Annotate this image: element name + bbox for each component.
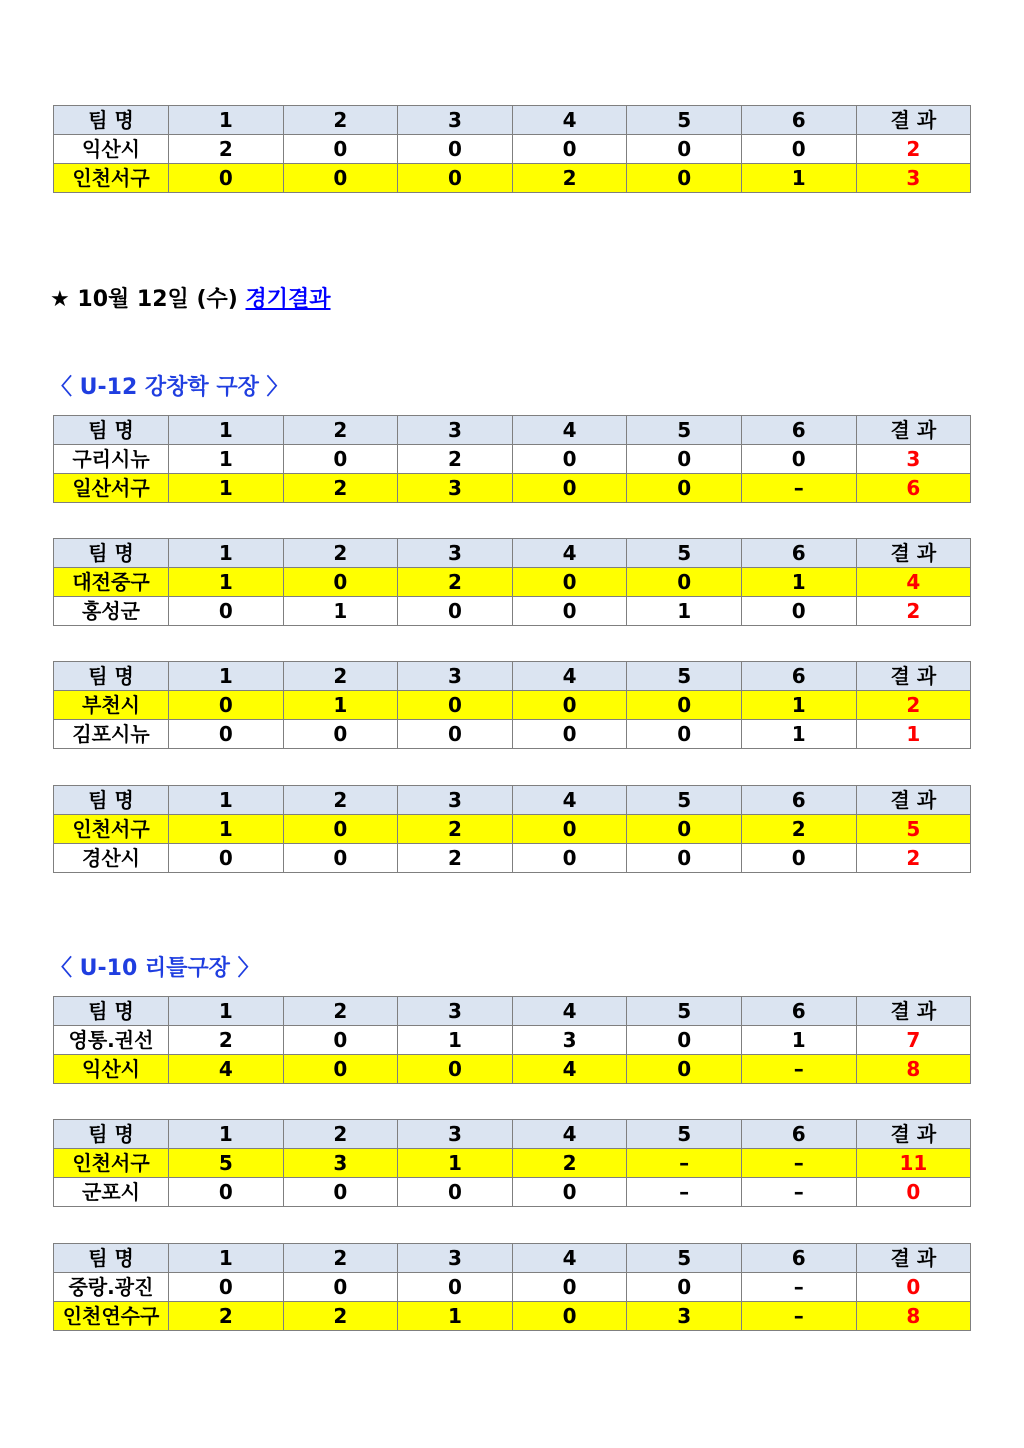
inning-score: 0 — [283, 844, 398, 873]
inning-score: 0 — [283, 568, 398, 597]
inning-score: 2 — [512, 164, 627, 193]
inning-score: 2 — [169, 135, 284, 164]
inning-score: – — [741, 1273, 856, 1302]
header-inning-6: 6 — [741, 662, 856, 691]
result-score: 11 — [856, 1149, 971, 1178]
inning-score: 0 — [169, 844, 284, 873]
header-inning-6: 6 — [741, 997, 856, 1026]
table-header-row — [54, 997, 971, 1026]
header-inning-6: 6 — [741, 539, 856, 568]
inning-score: – — [627, 1149, 742, 1178]
venue-heading-u10: 〈 U-10 리틀구장 〉 — [50, 956, 260, 981]
team-name: 익산시 — [54, 1055, 169, 1084]
result-score: 5 — [856, 815, 971, 844]
table-row — [54, 445, 971, 474]
header-result: 결 과 — [856, 786, 971, 815]
inning-score: 0 — [398, 1178, 513, 1207]
header-inning-1: 1 — [169, 997, 284, 1026]
inning-score: 0 — [627, 568, 742, 597]
inning-score: 0 — [512, 1302, 627, 1331]
inning-score: 0 — [169, 164, 284, 193]
inning-score: 0 — [741, 597, 856, 626]
header-inning-2: 2 — [283, 416, 398, 445]
table-row — [54, 474, 971, 503]
inning-score: 0 — [283, 815, 398, 844]
header-team: 팀 명 — [54, 539, 169, 568]
inning-score: 0 — [283, 445, 398, 474]
inning-score: 5 — [169, 1149, 284, 1178]
score-table — [53, 415, 971, 503]
team-name: 인천서구 — [54, 164, 169, 193]
header-inning-5: 5 — [627, 997, 742, 1026]
header-inning-3: 3 — [398, 997, 513, 1026]
inning-score: 1 — [169, 474, 284, 503]
inning-score: 1 — [741, 1026, 856, 1055]
header-team: 팀 명 — [54, 786, 169, 815]
header-inning-4: 4 — [512, 1120, 627, 1149]
header-inning-2: 2 — [283, 106, 398, 135]
header-inning-2: 2 — [283, 786, 398, 815]
header-inning-6: 6 — [741, 1244, 856, 1273]
team-name: 경산시 — [54, 844, 169, 873]
header-team: 팀 명 — [54, 1120, 169, 1149]
inning-score: 0 — [398, 1273, 513, 1302]
team-name: 중랑.광진 — [54, 1273, 169, 1302]
inning-score: 0 — [741, 844, 856, 873]
inning-score: 1 — [627, 597, 742, 626]
inning-score: 0 — [169, 1178, 284, 1207]
header-inning-3: 3 — [398, 1244, 513, 1273]
inning-score: 1 — [169, 445, 284, 474]
header-inning-5: 5 — [627, 539, 742, 568]
result-score: 2 — [856, 597, 971, 626]
inning-score: 2 — [283, 474, 398, 503]
header-inning-6: 6 — [741, 416, 856, 445]
header-inning-5: 5 — [627, 416, 742, 445]
date-heading — [50, 286, 331, 314]
inning-score: 3 — [512, 1026, 627, 1055]
team-name: 인천연수구 — [54, 1302, 169, 1331]
inning-score: 0 — [283, 720, 398, 749]
header-inning-3: 3 — [398, 786, 513, 815]
result-score: 4 — [856, 568, 971, 597]
table-row — [54, 597, 971, 626]
score-table — [53, 785, 971, 873]
header-inning-3: 3 — [398, 106, 513, 135]
header-result: 결 과 — [856, 539, 971, 568]
header-inning-6: 6 — [741, 786, 856, 815]
inning-score: 2 — [741, 815, 856, 844]
inning-score: 3 — [398, 474, 513, 503]
header-inning-3: 3 — [398, 416, 513, 445]
score-table — [53, 1243, 971, 1331]
inning-score: 3 — [283, 1149, 398, 1178]
header-inning-1: 1 — [169, 1244, 284, 1273]
inning-score: 2 — [512, 1149, 627, 1178]
header-inning-4: 4 — [512, 416, 627, 445]
inning-score: 4 — [512, 1055, 627, 1084]
table-row — [54, 164, 971, 193]
inning-score: – — [741, 474, 856, 503]
inning-score: 1 — [169, 568, 284, 597]
inning-score: 0 — [627, 1273, 742, 1302]
header-inning-2: 2 — [283, 539, 398, 568]
result-score: 1 — [856, 720, 971, 749]
inning-score: 0 — [398, 597, 513, 626]
header-inning-2: 2 — [283, 1120, 398, 1149]
inning-score: 0 — [512, 1178, 627, 1207]
inning-score: 1 — [741, 720, 856, 749]
inning-score: 0 — [283, 1026, 398, 1055]
header-team: 팀 명 — [54, 106, 169, 135]
inning-score: 1 — [398, 1026, 513, 1055]
inning-score: 2 — [398, 445, 513, 474]
inning-score: 0 — [169, 1273, 284, 1302]
inning-score: 1 — [169, 815, 284, 844]
inning-score: 0 — [283, 1273, 398, 1302]
header-inning-4: 4 — [512, 786, 627, 815]
header-inning-1: 1 — [169, 106, 284, 135]
header-result: 결 과 — [856, 997, 971, 1026]
inning-score: 0 — [512, 844, 627, 873]
team-name: 영통.권선 — [54, 1026, 169, 1055]
inning-score: 0 — [398, 691, 513, 720]
inning-score: 0 — [512, 597, 627, 626]
header-inning-3: 3 — [398, 539, 513, 568]
venue-heading-u12: 〈 U-12 강창학 구장 〉 — [50, 375, 289, 400]
inning-score: 0 — [627, 844, 742, 873]
header-result: 결 과 — [856, 662, 971, 691]
result-score: 8 — [856, 1055, 971, 1084]
table-row — [54, 1273, 971, 1302]
team-name: 군포시 — [54, 1178, 169, 1207]
inning-score: 0 — [398, 1055, 513, 1084]
inning-score: 0 — [283, 135, 398, 164]
header-inning-1: 1 — [169, 662, 284, 691]
header-inning-1: 1 — [169, 1120, 284, 1149]
table-row — [54, 844, 971, 873]
header-team: 팀 명 — [54, 997, 169, 1026]
header-inning-5: 5 — [627, 106, 742, 135]
inning-score: 0 — [169, 691, 284, 720]
header-inning-4: 4 — [512, 662, 627, 691]
table-row — [54, 691, 971, 720]
team-name: 부천시 — [54, 691, 169, 720]
result-score: 8 — [856, 1302, 971, 1331]
result-score: 2 — [856, 844, 971, 873]
result-score: 6 — [856, 474, 971, 503]
inning-score: 0 — [512, 815, 627, 844]
table-row — [54, 720, 971, 749]
inning-score: 0 — [627, 1055, 742, 1084]
header-team: 팀 명 — [54, 662, 169, 691]
table-header-row — [54, 662, 971, 691]
header-inning-6: 6 — [741, 1120, 856, 1149]
result-score: 0 — [856, 1178, 971, 1207]
inning-score: 0 — [283, 164, 398, 193]
table-header-row — [54, 539, 971, 568]
inning-score: 0 — [398, 135, 513, 164]
header-inning-6: 6 — [741, 106, 856, 135]
inning-score: 2 — [283, 1302, 398, 1331]
score-table — [53, 996, 971, 1084]
table-row — [54, 1055, 971, 1084]
inning-score: 0 — [741, 135, 856, 164]
table-header-row — [54, 786, 971, 815]
result-score: 2 — [856, 691, 971, 720]
team-name: 일산서구 — [54, 474, 169, 503]
header-inning-2: 2 — [283, 1244, 398, 1273]
inning-score: 1 — [283, 691, 398, 720]
inning-score: 0 — [512, 474, 627, 503]
team-name: 인천서구 — [54, 815, 169, 844]
inning-score: 0 — [627, 445, 742, 474]
header-team: 팀 명 — [54, 416, 169, 445]
inning-score: 0 — [627, 135, 742, 164]
inning-score: 2 — [169, 1302, 284, 1331]
inning-score: 0 — [512, 445, 627, 474]
score-table — [53, 661, 971, 749]
table-row — [54, 1178, 971, 1207]
inning-score: 1 — [741, 568, 856, 597]
inning-score: 0 — [627, 164, 742, 193]
inning-score: 1 — [741, 164, 856, 193]
inning-score: 2 — [169, 1026, 284, 1055]
inning-score: – — [741, 1178, 856, 1207]
table-row — [54, 568, 971, 597]
inning-score: 0 — [627, 1026, 742, 1055]
header-inning-1: 1 — [169, 786, 284, 815]
header-inning-1: 1 — [169, 539, 284, 568]
table-row — [54, 135, 971, 164]
inning-score: 1 — [398, 1302, 513, 1331]
header-inning-4: 4 — [512, 106, 627, 135]
inning-score: 0 — [283, 1055, 398, 1084]
inning-score: 0 — [512, 135, 627, 164]
inning-score: 0 — [169, 597, 284, 626]
table-row — [54, 815, 971, 844]
inning-score: 1 — [398, 1149, 513, 1178]
header-inning-4: 4 — [512, 1244, 627, 1273]
inning-score: – — [741, 1149, 856, 1178]
header-inning-4: 4 — [512, 539, 627, 568]
result-score: 7 — [856, 1026, 971, 1055]
table-row — [54, 1026, 971, 1055]
table-header-row — [54, 106, 971, 135]
inning-score: 3 — [627, 1302, 742, 1331]
result-score: 2 — [856, 135, 971, 164]
header-inning-5: 5 — [627, 786, 742, 815]
header-inning-1: 1 — [169, 416, 284, 445]
inning-score: 0 — [741, 445, 856, 474]
score-table — [53, 105, 971, 193]
team-name: 인천서구 — [54, 1149, 169, 1178]
header-inning-2: 2 — [283, 662, 398, 691]
table-header-row — [54, 416, 971, 445]
team-name: 대전중구 — [54, 568, 169, 597]
inning-score: 0 — [627, 691, 742, 720]
inning-score: 0 — [398, 164, 513, 193]
inning-score: – — [741, 1055, 856, 1084]
header-inning-5: 5 — [627, 1244, 742, 1273]
inning-score: 0 — [512, 691, 627, 720]
header-result: 결 과 — [856, 416, 971, 445]
inning-score: 0 — [627, 720, 742, 749]
header-inning-5: 5 — [627, 662, 742, 691]
inning-score: – — [741, 1302, 856, 1331]
inning-score: 0 — [512, 568, 627, 597]
inning-score: 0 — [283, 1178, 398, 1207]
header-inning-3: 3 — [398, 662, 513, 691]
result-score: 3 — [856, 445, 971, 474]
inning-score: 2 — [398, 844, 513, 873]
score-table — [53, 1119, 971, 1207]
header-result: 결 과 — [856, 1244, 971, 1273]
inning-score: 0 — [398, 720, 513, 749]
header-inning-4: 4 — [512, 997, 627, 1026]
inning-score: 0 — [627, 474, 742, 503]
inning-score: 4 — [169, 1055, 284, 1084]
result-score: 0 — [856, 1273, 971, 1302]
inning-score: 0 — [169, 720, 284, 749]
score-table — [53, 538, 971, 626]
header-team: 팀 명 — [54, 1244, 169, 1273]
results-link[interactable]: 경기결과 — [245, 287, 331, 312]
header-result: 결 과 — [856, 1120, 971, 1149]
table-row — [54, 1149, 971, 1178]
result-score: 3 — [856, 164, 971, 193]
inning-score: 0 — [512, 720, 627, 749]
inning-score: 2 — [398, 815, 513, 844]
team-name: 홍성군 — [54, 597, 169, 626]
table-row — [54, 1302, 971, 1331]
header-inning-5: 5 — [627, 1120, 742, 1149]
inning-score: 1 — [741, 691, 856, 720]
table-header-row — [54, 1244, 971, 1273]
table-header-row — [54, 1120, 971, 1149]
inning-score: – — [627, 1178, 742, 1207]
star-icon: ★ — [50, 287, 70, 312]
header-result: 결 과 — [856, 106, 971, 135]
header-inning-2: 2 — [283, 997, 398, 1026]
header-inning-3: 3 — [398, 1120, 513, 1149]
team-name: 익산시 — [54, 135, 169, 164]
inning-score: 2 — [398, 568, 513, 597]
inning-score: 0 — [627, 815, 742, 844]
inning-score: 1 — [283, 597, 398, 626]
inning-score: 0 — [512, 1273, 627, 1302]
team-name: 구리시뉴 — [54, 445, 169, 474]
date-text: 10월 12일 (수) — [77, 287, 238, 312]
team-name: 김포시뉴 — [54, 720, 169, 749]
